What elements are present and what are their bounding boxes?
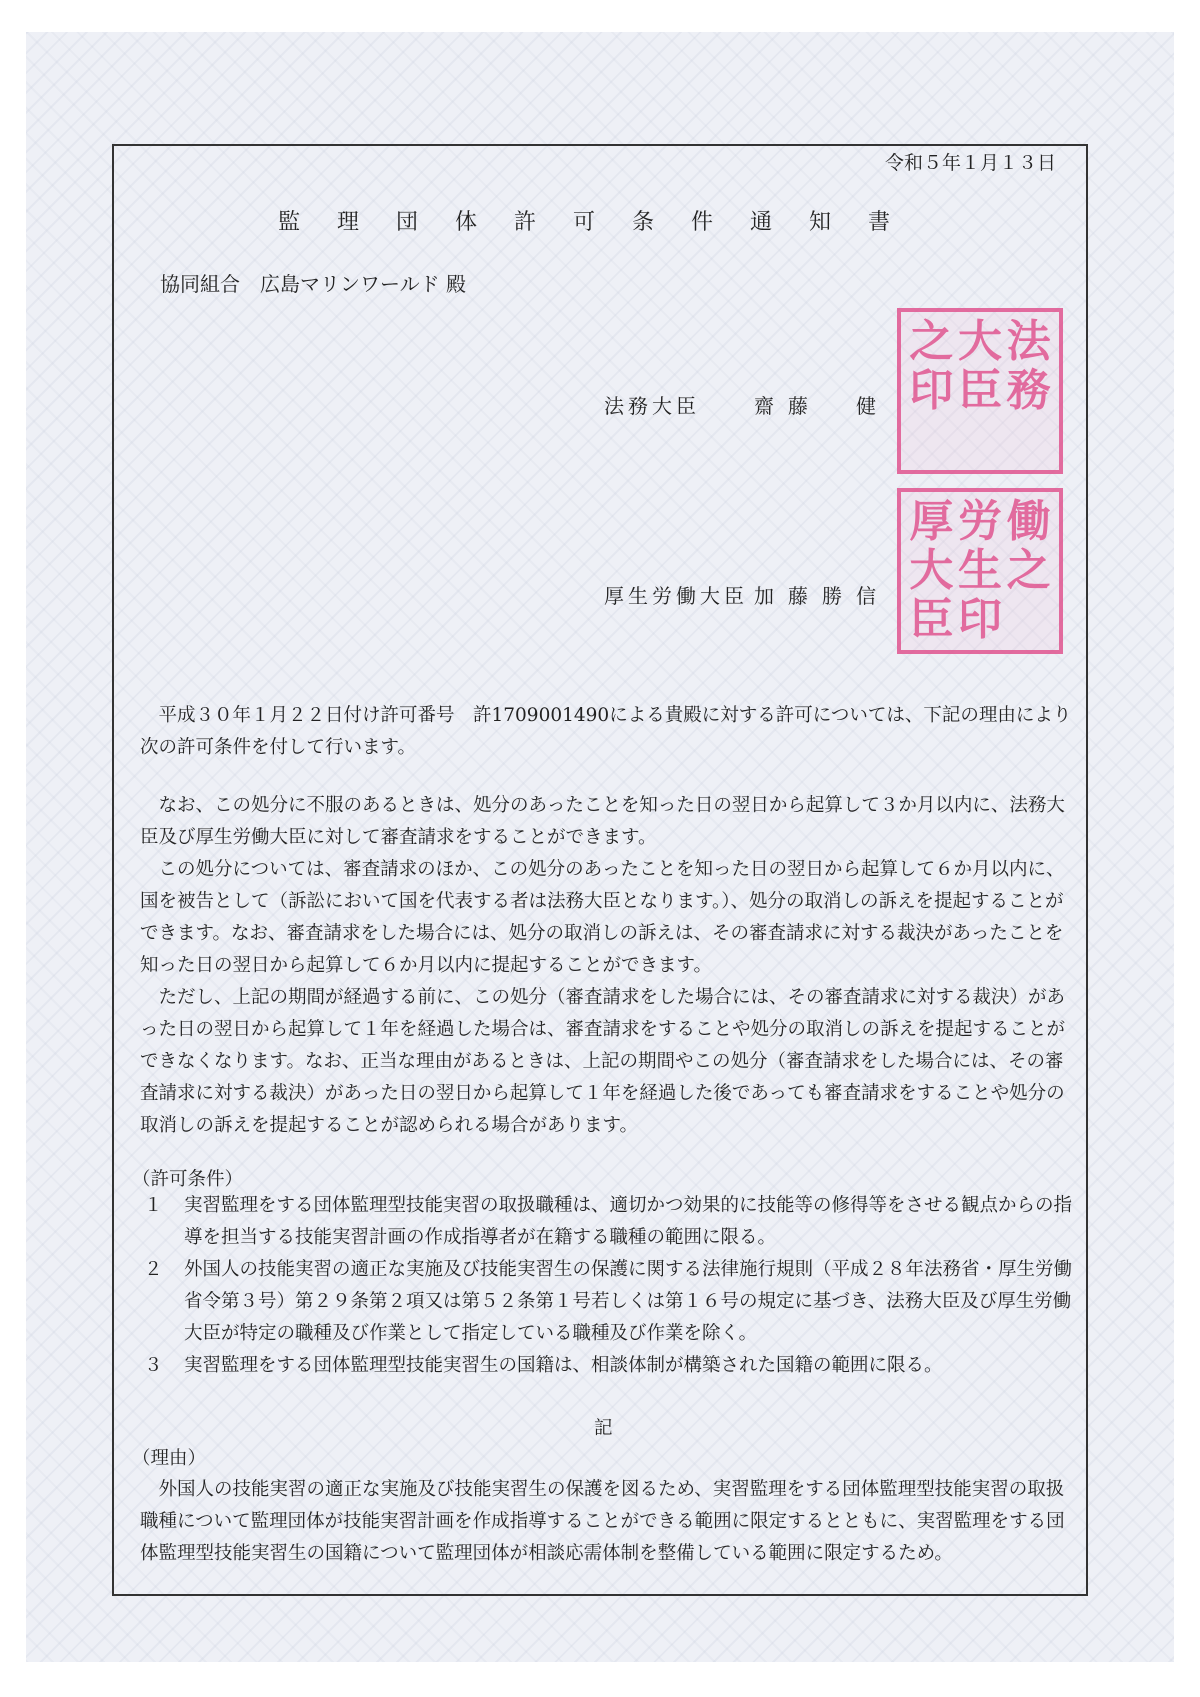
ki-heading: 記 bbox=[594, 1418, 613, 1439]
condition-item bbox=[140, 1254, 1080, 1350]
objection-paragraph: なお、この処分に不服のあるときは、処分のあったことを知った日の翌日から起算して３か月以内に、法務大臣及び厚生労働大臣に対して審査請求をすることができます。 bbox=[140, 795, 1065, 848]
issuer-labour-minister bbox=[604, 580, 890, 609]
conditions-heading: （許可条件） bbox=[132, 1169, 244, 1190]
issuer-name: 加藤勝信 bbox=[754, 584, 890, 608]
labour-minister-seal: 厚 労 働 大 生 之 臣 印 bbox=[897, 488, 1063, 654]
intro-paragraph: 平成３０年１月２２日付け許可番号 許1709001490による貴殿に対する許可については、下記の理由により次の許可条件を付して行います。 bbox=[140, 705, 1072, 758]
condition-number: １ bbox=[144, 1195, 163, 1216]
condition-item bbox=[140, 1350, 1080, 1382]
document-title: 監理団体許可条件通知書 bbox=[278, 210, 928, 235]
reason-text: 外国人の技能実習の適正な実施及び技能実習生の保護を図るため、実習監理をする団体監理型技能実習の取扱職種について監理団体が技能実習計画を作成指導することができる範囲に限定するとともに、実習監理をする団体監理型技能実習生の国籍について監理団体が相談応需体制を整備している範囲に限定するため。 bbox=[140, 1479, 1065, 1564]
issuer-role: 法務大臣 bbox=[604, 394, 700, 418]
justice-minister-seal: 之 大 法 印 臣 務 bbox=[897, 308, 1063, 474]
deadline-paragraph: ただし、上記の期間が経過する前に、この処分（審査請求をした場合には、その審査請求に対する裁決）があった日の翌日から起算して１年を経過した場合は、審査請求をすることや処分の取消しの訴えを提起することができなくなります。なお、正当な理由があるときは、上記の期間やこの処分（審査請求をした場合には、その審査請求に対する裁決）があった日の翌日から起算して１年を経過した後であっても審査請求をすることや処分の取消しの訴えを提起することが認められる場合があります。 bbox=[140, 987, 1066, 1136]
condition-item bbox=[140, 1190, 1080, 1254]
reason-heading: （理由） bbox=[132, 1448, 207, 1469]
issuer-justice-minister bbox=[604, 390, 890, 419]
condition-number: ３ bbox=[144, 1355, 163, 1376]
lawsuit-paragraph: この処分については、審査請求のほか、この処分のあったことを知った日の翌日から起算して６か月以内に、国を被告として（訴訟において国を代表する者は法務大臣となります。）、処分の取消しの訴えを提起することができます。なお、審査請求をした場合には、処分の取消しの訴えは、その審査請求に対する裁決があったことを知った日の翌日から起算して６か月以内に提起することができます。 bbox=[140, 859, 1065, 976]
condition-text: 外国人の技能実習の適正な実施及び技能実習生の保護に関する法律施行規則（平成２８年法務省・厚生労働省令第３号）第２９条第２項又は第５２条第１号若しくは第１６号の規定に基づき、法務大臣及び厚生労働大臣が特定の職種及び作業として指定している職種及び作業を除く。 bbox=[184, 1259, 1073, 1344]
condition-number: ２ bbox=[144, 1259, 163, 1280]
issue-date: 令和５年１月１３日 bbox=[885, 152, 1057, 174]
condition-text: 実習監理をする団体監理型技能実習生の国籍は、相談体制が構築された国籍の範囲に限る。 bbox=[184, 1355, 943, 1376]
issuer-name: 齋藤 健 bbox=[754, 394, 890, 418]
issuer-role: 厚生労働大臣 bbox=[604, 584, 748, 608]
addressee: 協同組合 広島マリンワールド 殿 bbox=[160, 272, 466, 296]
condition-text: 実習監理をする団体監理型技能実習の取扱職種は、適切かつ効果的に技能等の修得等をさせる観点からの指導を担当する技能実習計画の作成指導者が在籍する職種の範囲に限る。 bbox=[184, 1195, 1073, 1248]
